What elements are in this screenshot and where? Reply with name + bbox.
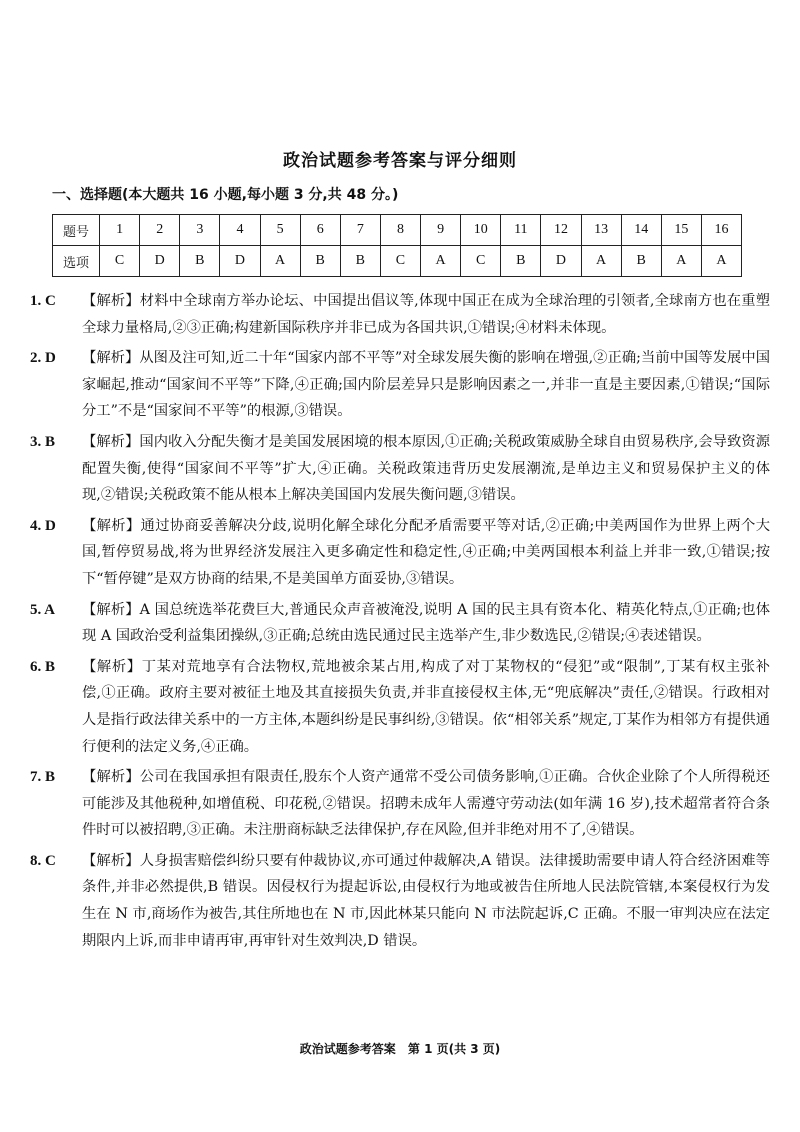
item-text: 【解析】材料中全球南方举办论坛、中国提出倡议等,体现中国正在成为全球治理的引领者,全球南方也在重塑全球力量格局,②③正确;构建新国际秩序并非已成为各国共识,①错误;④材料未体现。 <box>82 293 770 336</box>
answer-cell: B <box>621 246 661 277</box>
question-number-cell: 9 <box>421 215 461 246</box>
page-title: 政治试题参考答案与评分细则 <box>283 151 517 171</box>
item-number: 3. B <box>30 433 56 450</box>
explanation-item <box>30 764 770 844</box>
answer-cell: A <box>421 246 461 277</box>
item-number: 5. A <box>30 601 56 618</box>
question-number-cell: 7 <box>340 215 380 246</box>
explanation-item <box>30 345 770 425</box>
row-label-number: 题号 <box>53 215 100 246</box>
table-row-answers <box>53 246 742 277</box>
question-number-cell: 5 <box>260 215 300 246</box>
explanation-item <box>30 848 770 954</box>
item-text: 【解析】通过协商妥善解决分歧,说明化解全球化分配矛盾需要平等对话,②正确;中美两国作为世界上两个大国,暂停贸易战,将为世界经济发展注入更多确定性和稳定性,④正确;中美两国根本利益上并非一致,①错误;按下“暂停键”是双方协商的结果,不是美国单方面妥协,③错误。 <box>82 517 770 587</box>
item-text: 【解析】丁某对荒地享有合法物权,荒地被余某占用,构成了对丁某物权的“侵犯”或“限制”,丁某有权主张补偿,①正确。政府主要对被征土地及其直接损失负责,并非直接侵权主体,无“兜底解决”责任,②错误。行政相对人是指行政法律关系中的一方主体,本题纠纷是民事纠纷,③错误。依“相邻关系”规定,丁某作为相邻方有提供通行便利的法定义务,④正确。 <box>82 658 770 755</box>
item-text: 【解析】从图及注可知,近二十年“国家内部不平等”对全球发展失衡的影响在增强,②正确;当前中国等发展中国家崛起,推动“国家间不平等”下降,④正确;国内阶层差异只是影响因素之一,并非一直是主要因素,①错误;“国际分工”不是“国家间不平等”的根源,③错误。 <box>82 350 770 420</box>
question-number-cell: 6 <box>300 215 340 246</box>
explanation-item <box>30 597 770 650</box>
section-heading: 一、选择题(本大题共 16 小题,每小题 3 分,共 48 分。) <box>52 187 399 203</box>
answer-cell: C <box>380 246 420 277</box>
item-text: 【解析】A 国总统选举花费巨大,普通民众声音被淹没,说明 A 国的民主具有资本化、精英化特点,①正确;也体现 A 国政治受利益集团操纵,③正确;总统由选民通过民主选举产生,非少数选民,②错误;④表述错误。 <box>82 601 770 645</box>
answer-cell: D <box>140 246 180 277</box>
answer-cell: B <box>180 246 220 277</box>
table-row-numbers <box>53 215 742 246</box>
item-number: 7. B <box>30 769 56 786</box>
question-number-cell: 13 <box>581 215 621 246</box>
row-label-answer: 选项 <box>53 246 100 277</box>
answer-cell: D <box>220 246 260 277</box>
answer-table <box>52 214 742 277</box>
question-number-cell: 11 <box>501 215 541 246</box>
answer-cell: B <box>340 246 380 277</box>
footer-page-number: 第 1 页(共 3 页) <box>407 1042 501 1056</box>
item-number: 6. B <box>30 658 56 675</box>
answer-cell: C <box>461 246 501 277</box>
answer-cell: D <box>541 246 581 277</box>
question-number-cell: 2 <box>140 215 180 246</box>
question-number-cell: 12 <box>541 215 581 246</box>
answer-cell: B <box>501 246 541 277</box>
explanation-list <box>30 288 770 958</box>
item-number: 8. C <box>30 852 56 869</box>
answer-cell: A <box>581 246 621 277</box>
question-number-cell: 10 <box>461 215 501 246</box>
item-text: 【解析】人身损害赔偿纠纷只要有仲裁协议,亦可通过仲裁解决,A 错误。法律援助需要申请人符合经济困难等条件,并非必然提供,B 错误。因侵权行为提起诉讼,由侵权行为地或被告住所地人民法院管辖,本案侵权行为发生在 N 市,商场作为被告,其住所地也在 N 市,因此林某只能向 N 市法院起诉,C 正确。不服一审判决应在法定期限内上诉,而非申请再审,再审针对生效判决,D 错误。 <box>82 852 770 949</box>
answer-cell: A <box>661 246 701 277</box>
answer-cell: B <box>300 246 340 277</box>
footer-doc-title: 政治试题参考答案 <box>299 1042 396 1056</box>
item-number: 4. D <box>30 517 56 534</box>
question-number-cell: 16 <box>701 215 741 246</box>
item-text: 【解析】国内收入分配失衡才是美国发展困境的根本原因,①正确;关税政策威胁全球自由贸易秩序,会导致资源配置失衡,使得“国家间不平等”扩大,④正确。关税政策违背历史发展潮流,是单边主义和贸易保护主义的体现,②错误;关税政策不能从根本上解决美国国内发展失衡问题,③错误。 <box>82 433 770 504</box>
question-number-cell: 15 <box>661 215 701 246</box>
explanation-item <box>30 288 770 341</box>
explanation-item <box>30 429 770 509</box>
question-number-cell: 1 <box>100 215 140 246</box>
explanation-item <box>30 654 770 760</box>
question-number-cell: 3 <box>180 215 220 246</box>
question-number-cell: 8 <box>380 215 420 246</box>
item-number: 2. D <box>30 350 56 367</box>
question-number-cell: 4 <box>220 215 260 246</box>
question-number-cell: 14 <box>621 215 661 246</box>
page-footer <box>0 1040 800 1057</box>
item-number: 1. C <box>30 293 56 309</box>
item-text: 【解析】公司在我国承担有限责任,股东个人资产通常不受公司债务影响,①正确。合伙企业除了个人所得税还可能涉及其他税种,如增值税、印花税,②错误。招聘未成年人需遵守劳动法(如年满 16 岁),技术超常者符合条件时可以被招聘,③正确。未注册商标缺乏法律保护,存在风险,但并非绝对用不了,④错误。 <box>82 769 770 839</box>
explanation-item <box>30 513 770 593</box>
answer-cell: A <box>260 246 300 277</box>
answer-cell: A <box>701 246 741 277</box>
answer-cell: C <box>100 246 140 277</box>
